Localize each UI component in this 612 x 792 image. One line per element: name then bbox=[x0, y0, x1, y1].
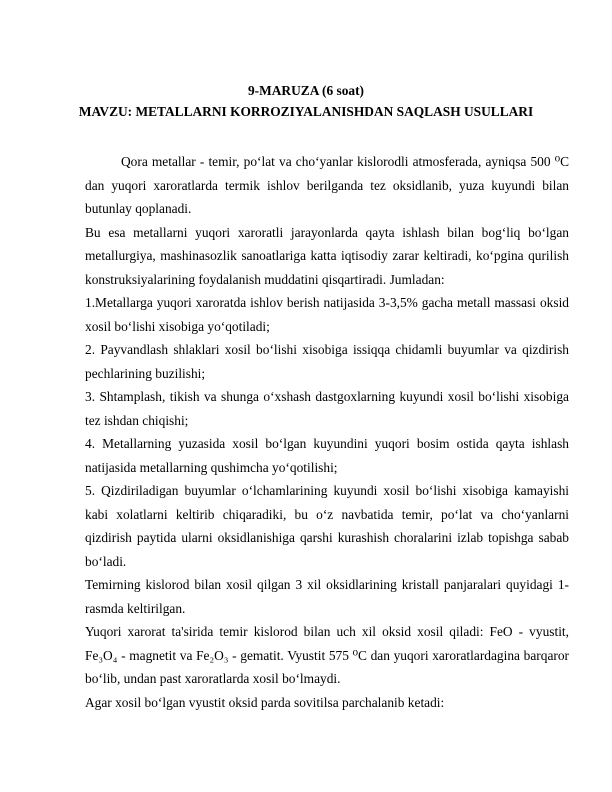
lecture-topic: MAVZU: METALLARNI KORROZIYALANISHDAN SAQLASH USULLARI bbox=[78, 104, 534, 119]
paragraph-oxides-figure: Temirning kislorod bilan xosil qilgan 3 xil oksidlarining kristall panjaralari quyidagi 1-rasmda keltirilgan. bbox=[85, 577, 569, 616]
list-item-5: 5. Qizdiriladigan buyumlar o‘lchamlarining kuyundi xosil bo‘lishi xisobiga kamayishi kabi xolatlarni keltirib chiqaradiki, bu o‘z navbatida temir, po‘lat va cho‘yanlarni qizdirish paytida ularni oksidlanishiga qarshi kurashish choralarini izlab topishga sabab bo‘ladi. bbox=[85, 483, 569, 569]
list-item-2: 2. Payvandlash shlaklari xosil bo‘lishi xisobiga issiqqa chidamli buyumlar va qizdirish pechlarining buzilishi; bbox=[85, 342, 569, 381]
list-item-3: 3. Shtamplash, tikish va shunga o‘xshash dastgoxlarning kuyundi xosil bo‘lishi xisobiga tez ishdan chiqishi; bbox=[85, 389, 569, 428]
lecture-title: 9-MARUZA (6 soat) bbox=[247, 83, 365, 98]
list-item-1: 1.Metallarga yuqori xaroratda ishlov berish natijasida 3-3,5% gacha metall massasi oksid xosil bo‘lishi xisobiga yo‘qotiladi; bbox=[85, 295, 569, 334]
paragraph-wustite: Agar xosil bo‘lgan vyustit oksid parda sovitilsa parchalanib ketadi: bbox=[85, 694, 445, 710]
paragraph-intro: Qora metallar - temir, po‘lat va cho‘yanlar kislorodli atmosferada, ayniqsa 500 ⁰C dan yuqori xaroratlarda termik ishlov berilganda tez oksidlanib, yuza kuyundi bilan butunlay qoplanadi. bbox=[85, 154, 569, 216]
document-body bbox=[85, 150, 569, 714]
paragraph-consequences: Bu esa metallarni yuqori xaroratli jarayonlarda qayta ishlash bilan bog‘liq bo‘lgan metallurgiya, mashinasozlik sanoatlariga katta iqtisodiy zarar keltiradi, ko‘pgina qurilish konstruksiyalarining foydalanish muddatini qisqartiradi. Jumladan: bbox=[85, 224, 569, 287]
paragraph-oxide-types: Yuqori xarorat ta'sirida temir kislorod bilan uch xil oksid xosil qiladi: FeO - vyustit, Fe₃O₄ - magnetit va Fe₂O₃ - gematit. Vyustit 575 ⁰C dan yuqori xaroratlardagina barqaror bo‘lib, undan past xaroratlarda xosil bo‘lmaydi. bbox=[85, 624, 569, 686]
list-item-4: 4. Metallarning yuzasida xosil bo‘lgan kuyundini yuqori bosim ostida qayta ishlash natijasida metallarning qushimcha yo‘qotilishi; bbox=[85, 436, 569, 475]
